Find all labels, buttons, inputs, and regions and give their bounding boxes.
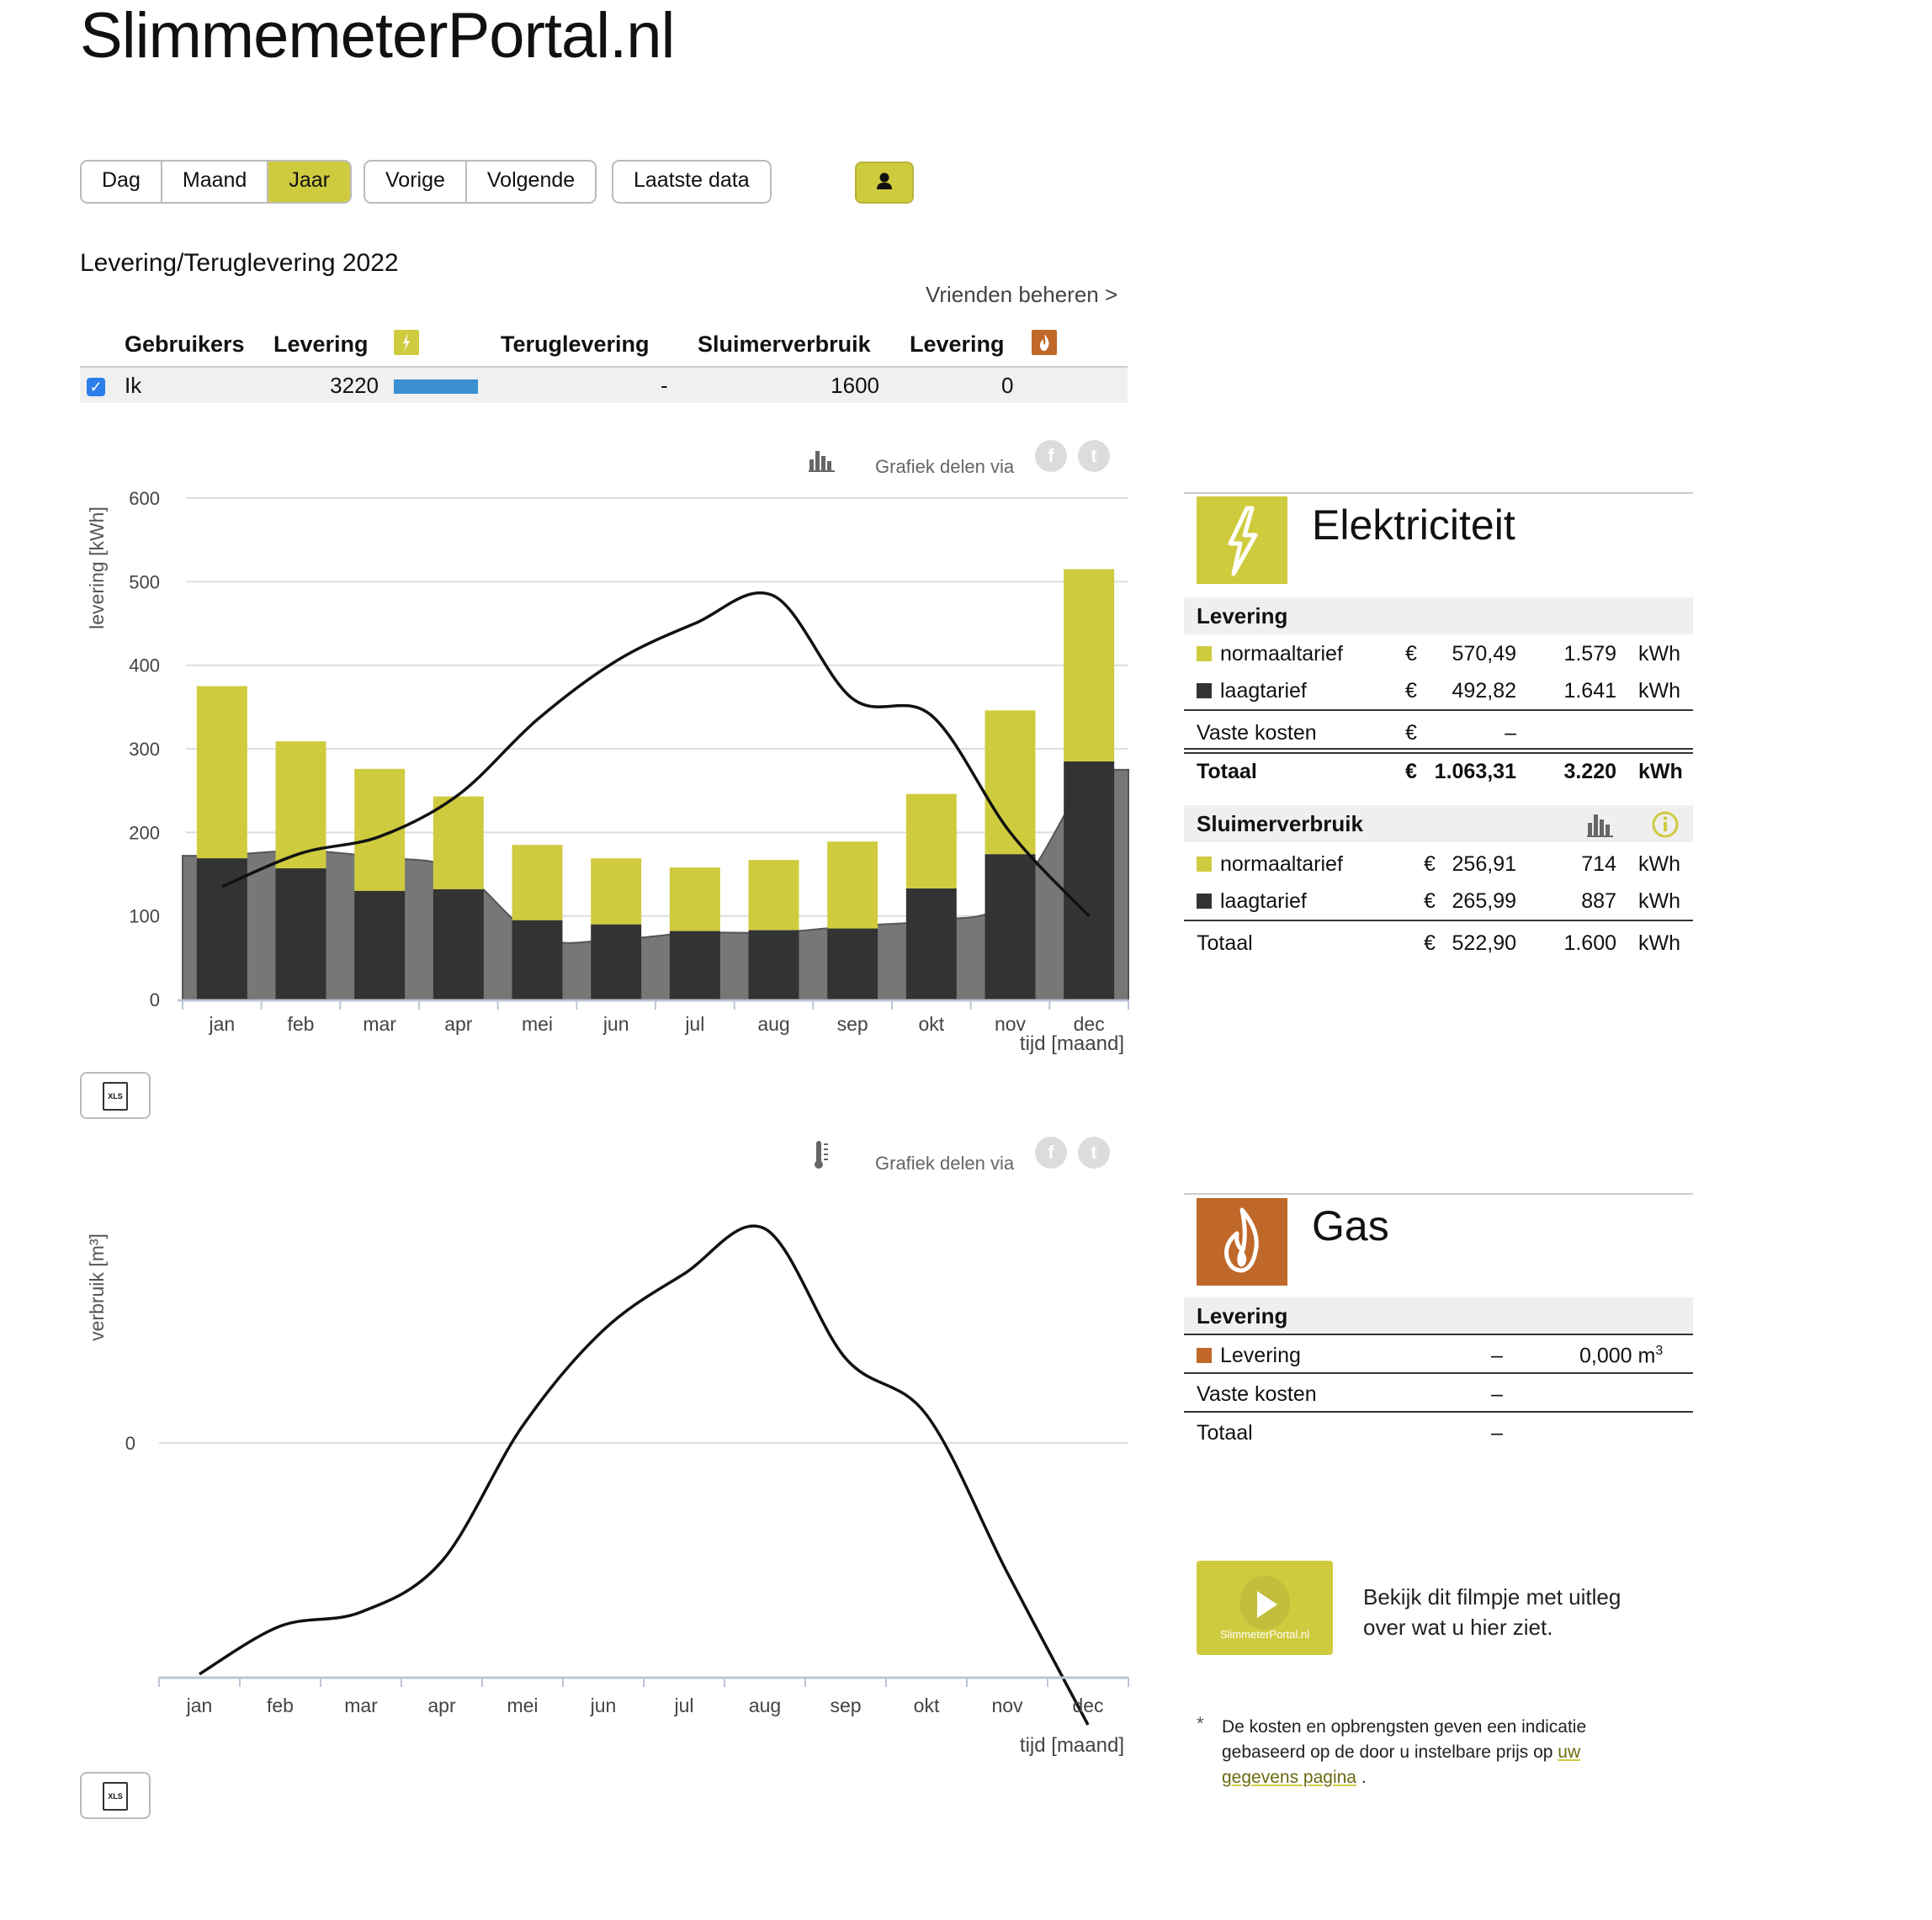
elec-row-laag: laagtarief € 492,82 1.641 kWh [1184,672,1693,709]
section-title: Levering/Teruglevering 2022 [80,249,399,277]
levering-bar [394,379,478,394]
lightning-icon [394,330,419,355]
latest-data-group [612,160,772,204]
disclaimer-note: De kosten en opbrengsten geven een indicatie gebaseerd op de door u instelbare prijs op uw gegevens pagina . [1222,1717,1587,1787]
video-caption: Bekijk dit filmpje met uitleg over wat u hier ziet. [1363,1584,1622,1640]
period-year-button[interactable]: Jaar [268,162,350,202]
y-tick-label: 600 [129,488,160,509]
info-icon[interactable] [1651,810,1680,839]
twitter-icon[interactable]: t [1078,440,1110,472]
bar-normaal-mei [512,845,563,920]
y-tick-label: 500 [129,571,160,593]
export-xls-button-2[interactable] [80,1772,151,1819]
x-tick-label: jun [602,1013,629,1035]
previous-button[interactable]: Vorige [365,162,467,202]
bar-normaal-jul [670,867,720,931]
x-axis-label: tijd [maand] [1019,1032,1124,1055]
x-tick-label: apr [427,1695,456,1716]
bar-normaal-apr [433,797,484,889]
note-star: * [1197,1713,1204,1734]
chart-type-icon[interactable] [808,444,836,473]
latest-data-button[interactable]: Laatste data [634,168,750,192]
electricity-panel [1184,492,1693,963]
col-header-levering-electricity: Levering [273,331,369,357]
facebook-icon[interactable]: f [1035,440,1067,472]
share-label-2: Grafiek delen via [875,1153,1015,1174]
legend-swatch-sluimer-laag [1197,894,1212,909]
user-gas-value: 0 [1001,373,1014,398]
x-tick-label: feb [267,1695,294,1716]
bar-laag-jul [670,931,720,1000]
col-header-users: Gebruikers [125,331,245,357]
electricity-chart [80,480,1140,1069]
play-icon [1197,1561,1333,1655]
y-tick-label: 300 [129,739,160,760]
x-tick-label: dec [1073,1013,1105,1035]
y-tick-label: 400 [129,655,160,676]
user-button[interactable] [855,162,914,204]
twitter-icon-2[interactable]: t [1078,1137,1110,1169]
bar-normaal-okt [906,794,957,888]
bar-laag-mar [354,891,405,1000]
bar-laag-jun [591,925,641,1000]
users-table [80,320,1128,404]
x-tick-label: aug [748,1695,782,1716]
gas-row-totaal: Totaal – [1197,1421,1503,1445]
site-title: SlimmemeterPortal.nl [80,0,675,72]
legend-swatch-sluimer-normaal [1197,857,1212,872]
share-label: Grafiek delen via [875,456,1015,477]
gas-chart [80,1178,1140,1767]
sluimer-row-laag: laagtarief € 265,99 887 kWh [1184,883,1693,920]
legend-swatch-normaal [1197,646,1212,661]
video-thumb-text: SlimmeterPortal.nl [1219,1628,1310,1641]
bar-normaal-sep [827,841,878,928]
bar-normaal-jun [591,858,641,924]
next-button[interactable]: Volgende [486,168,576,192]
x-tick-label: mei [507,1695,539,1716]
sluimer-chart-icon[interactable] [1586,809,1615,838]
y-axis-label-gas: verbruik [m³] [86,1233,108,1341]
y-tick-label: 100 [129,905,160,927]
manage-friends-link[interactable]: Vrienden beheren > [926,282,1118,307]
bar-laag-apr [433,889,484,1000]
elec-row-normaal: normaaltarief € 570,49 1.579 kWh [1184,635,1693,672]
bar-normaal-aug [749,860,799,930]
prev-next-button-group [364,160,597,204]
period-month-button[interactable]: Maand [162,162,268,202]
my-data-page-link[interactable]: uw gegevens pagina [1222,1742,1581,1787]
elec-row-vaste: Vaste kosten € – [1197,721,1516,745]
thermometer-icon[interactable] [812,1139,832,1170]
user-sluimer-value: 1600 [831,373,879,398]
electricity-title: Elektriciteit [1312,501,1515,549]
bar-laag-aug [749,931,799,1000]
gas-panel [1184,1193,1693,1462]
sluimer-head: Sluimerverbruik [1184,805,1693,842]
x-tick-label: feb [287,1013,315,1035]
x-tick-label: aug [757,1013,790,1035]
gas-row-levering: Levering – 0,000 $m^3$ [1184,1337,1693,1374]
x-tick-label: okt [913,1695,940,1716]
facebook-icon-2[interactable]: f [1035,1137,1067,1169]
user-levering-value: 3220 [330,373,379,398]
x-tick-label: nov [994,1013,1027,1035]
period-day-button[interactable]: Dag [82,162,162,202]
x-tick-label: jul [674,1695,694,1716]
x-tick-label: apr [444,1013,473,1035]
x-tick-label: jan [209,1013,236,1035]
user-teruglevering-value: - [661,373,668,398]
gas-title: Gas [1312,1202,1389,1249]
x-tick-label: mar [344,1695,378,1716]
levering-head: Levering [1184,597,1693,634]
x-tick-label: okt [918,1013,945,1035]
video-thumbnail[interactable] [1197,1561,1333,1655]
user-checkbox[interactable]: ✓ [87,378,105,396]
col-header-levering-gas: Levering [910,331,1005,357]
y-tick-label: 200 [129,822,160,844]
legend-swatch-laag [1197,683,1212,698]
col-header-teruglevering: Teruglevering [501,331,650,357]
export-xls-button-1[interactable] [80,1072,151,1119]
y-tick-label: 0 [125,1433,135,1454]
bar-laag-mei [512,920,563,1000]
bar-laag-okt [906,888,957,1000]
x-tick-label: mei [521,1013,554,1035]
lightning-icon [1197,496,1287,584]
x-tick-label: dec [1072,1695,1104,1716]
elec-row-totaal: Totaal € 1.063,31 3.220 kWh [1197,760,1683,783]
bar-laag-sep [827,929,878,1000]
flame-icon [1197,1198,1287,1286]
x-axis-label-gas: tijd [maand] [1019,1734,1124,1757]
x-tick-label: sep [836,1013,868,1035]
xls-file-icon: XLS [103,1082,128,1111]
users-row-me [80,366,1128,403]
temperature-line-gas [199,1226,1088,1725]
x-tick-label: mar [363,1013,396,1035]
col-header-sluimerverbruik: Sluimerverbruik [698,331,871,357]
bar-laag-dec [1064,761,1114,1000]
xls-file-icon: XLS [103,1782,128,1811]
sluimer-row-normaal: normaaltarief € 256,91 714 kWh [1184,846,1693,883]
x-tick-label: sep [830,1695,862,1716]
bar-laag-nov [985,854,1036,1000]
sluimer-row-totaal: Totaal € 522,90 1.600 kWh [1197,931,1680,955]
bar-normaal-dec [1064,569,1114,761]
y-axis-label: levering [kWh] [86,507,108,629]
x-tick-label: jun [590,1695,617,1716]
period-button-group [80,160,352,204]
gas-row-vaste: Vaste kosten – [1197,1382,1503,1406]
x-tick-label: jul [685,1013,705,1035]
bar-normaal-jan [197,687,247,859]
bar-laag-feb [276,868,326,1000]
flame-icon [1032,330,1057,355]
user-name: Ik [125,373,142,398]
x-tick-label: jan [186,1695,213,1716]
gas-levering-head: Levering [1184,1297,1693,1334]
user-icon [857,163,912,202]
x-tick-label: nov [991,1695,1023,1716]
y-tick-label: 0 [149,989,160,1010]
legend-swatch-gas [1197,1348,1212,1363]
